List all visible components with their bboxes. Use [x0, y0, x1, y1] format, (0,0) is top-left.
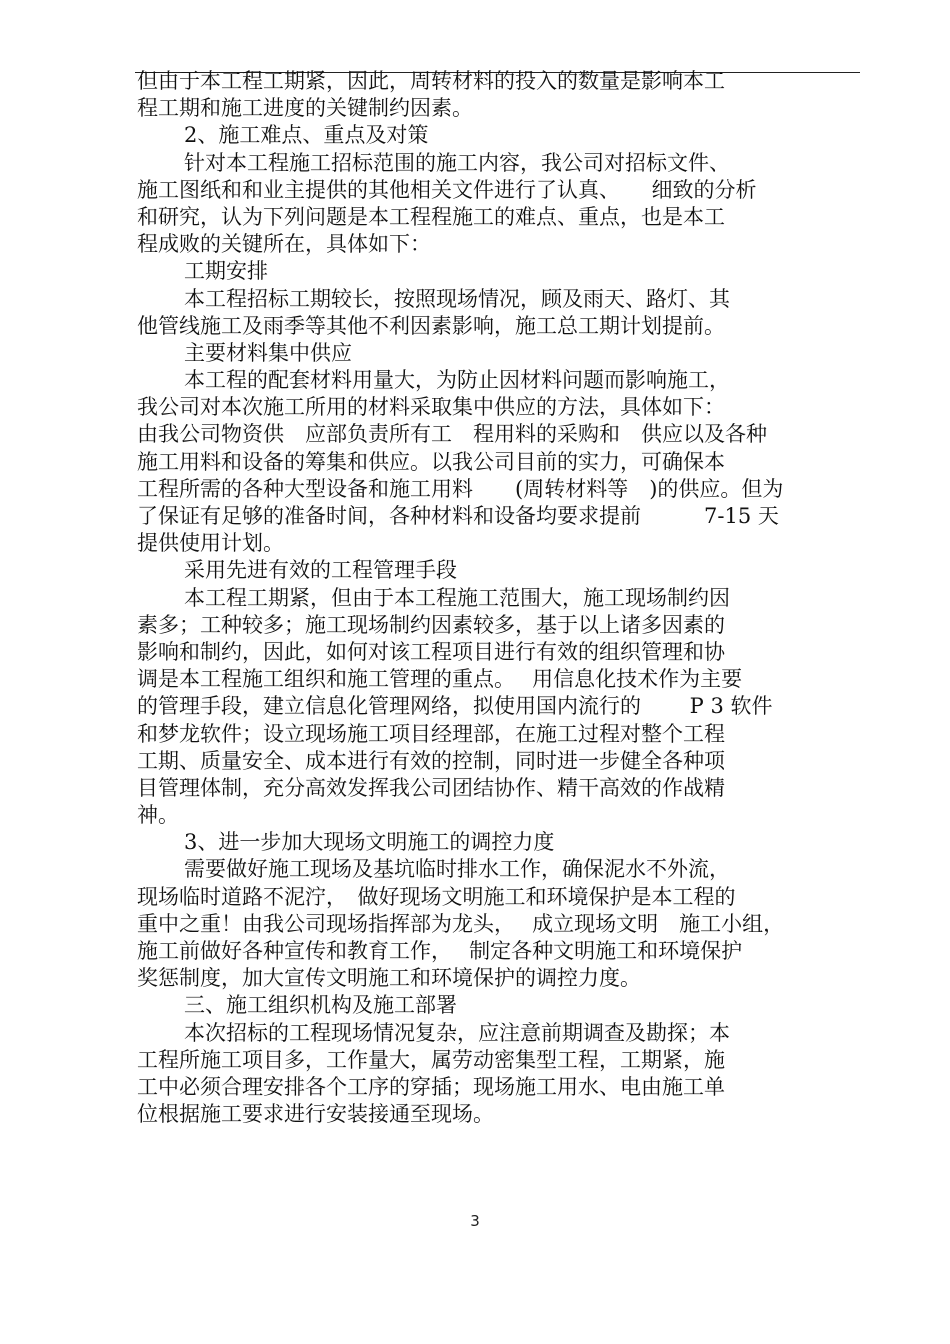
text-line: 施工图纸和和业主提供的其他相关文件进行了认真、 细致的分析	[137, 177, 757, 202]
text-line: 针对本工程施工招标范围的施工内容，我公司对招标文件、	[184, 150, 730, 175]
text-line: 提供使用计划。	[137, 531, 284, 556]
text-line: 工期安排	[184, 259, 268, 284]
text-line: 工期、质量安全、成本进行有效的控制，同时进一步健全各种项	[137, 748, 725, 773]
text-line: 程工期和施工进度的关键制约因素。	[137, 96, 473, 121]
body-text	[137, 68, 862, 1128]
text-line: 他管线施工及雨季等其他不利因素影响，施工总工期计划提前。	[137, 313, 725, 338]
text-line: 本次招标的工程现场情况复杂，应注意前期调查及勘探；本	[184, 1020, 730, 1045]
text-line: 需要做好施工现场及基坑临时排水工作，确保泥水不外流，	[184, 857, 730, 882]
text-line: 3、进一步加大现场文明施工的调控力度	[184, 830, 555, 855]
text-line: 我公司对本次施工所用的材料采取集中供应的方法，具体如下：	[137, 395, 725, 420]
text-line: 神。	[137, 803, 179, 828]
text-line: 调是本工程施工组织和施工管理的重点。 用信息化技术作为主要	[137, 667, 743, 692]
text-line: 本工程招标工期较长，按照现场情况，顾及雨天、路灯、其	[184, 286, 730, 311]
text-line: 施工前做好各种宣传和教育工作， 制定各种文明施工和环境保护	[137, 939, 743, 963]
text-line: 程成败的关键所在，具体如下：	[137, 232, 431, 257]
text-line: 重中之重！由我公司现场指挥部为龙头， 成立现场文明 施工小组，	[137, 911, 785, 936]
text-line: 的管理手段，建立信息化管理网络，拟使用国内流行的 P 3 软件	[137, 694, 773, 719]
text-line: 影响和制约，因此，如何对该工程项目进行有效的组织管理和协	[137, 639, 725, 664]
text-line: 但由于本工程工期紧，因此，周转材料的投入的数量是影响本工	[137, 69, 725, 93]
text-line: 工中必须合理安排各个工序的穿插；现场施工用水、电由施工单	[137, 1074, 725, 1099]
text-line: 工程所施工项目多，工作量大，属劳动密集型工程，工期紧，施	[137, 1047, 725, 1072]
text-line: 工程所需的各种大型设备和施工用料 (周转材料等 )的供应。但为	[137, 476, 784, 501]
text-line: 2、施工难点、重点及对策	[184, 123, 429, 148]
text-line: 由我公司物资供 应部负责所有工 程用料的采购和 供应以及各种	[137, 422, 767, 447]
text-line: 采用先进有效的工程管理手段	[184, 558, 457, 583]
text-line: 本工程的配套材料用量大，为防止因材料问题而影响施工，	[184, 368, 730, 393]
text-line: 素多；工种较多；施工现场制约因素较多，基于以上诸多因素的	[137, 612, 725, 637]
text-line: 三、施工组织机构及施工部署	[184, 993, 457, 1018]
text-line: 现场临时道路不泥泞， 做好现场文明施工和环境保护是本工程的	[137, 884, 736, 909]
text-line: 施工用料和设备的筹集和供应。以我公司目前的实力，可确保本	[137, 449, 725, 474]
page-number: 3	[470, 1212, 480, 1230]
text-line: 主要材料集中供应	[184, 340, 352, 365]
text-line: 和研究，认为下列问题是本工程程施工的难点、重点，也是本工	[137, 204, 725, 229]
text-line: 目管理体制，充分高效发挥我公司团结协作、精干高效的作战精	[137, 775, 725, 800]
text-line: 了保证有足够的准备时间，各种材料和设备均要求提前 7-15 天	[137, 504, 779, 528]
text-line: 本工程工期紧，但由于本工程施工范围大，施工现场制约因	[184, 585, 730, 610]
text-line: 位根据施工要求进行安装接通至现场。	[137, 1102, 494, 1127]
text-line: 奖惩制度，加大宣传文明施工和环境保护的调控力度。	[137, 966, 641, 991]
text-line: 和梦龙软件；设立现场施工项目经理部，在施工过程对整个工程	[137, 721, 725, 746]
